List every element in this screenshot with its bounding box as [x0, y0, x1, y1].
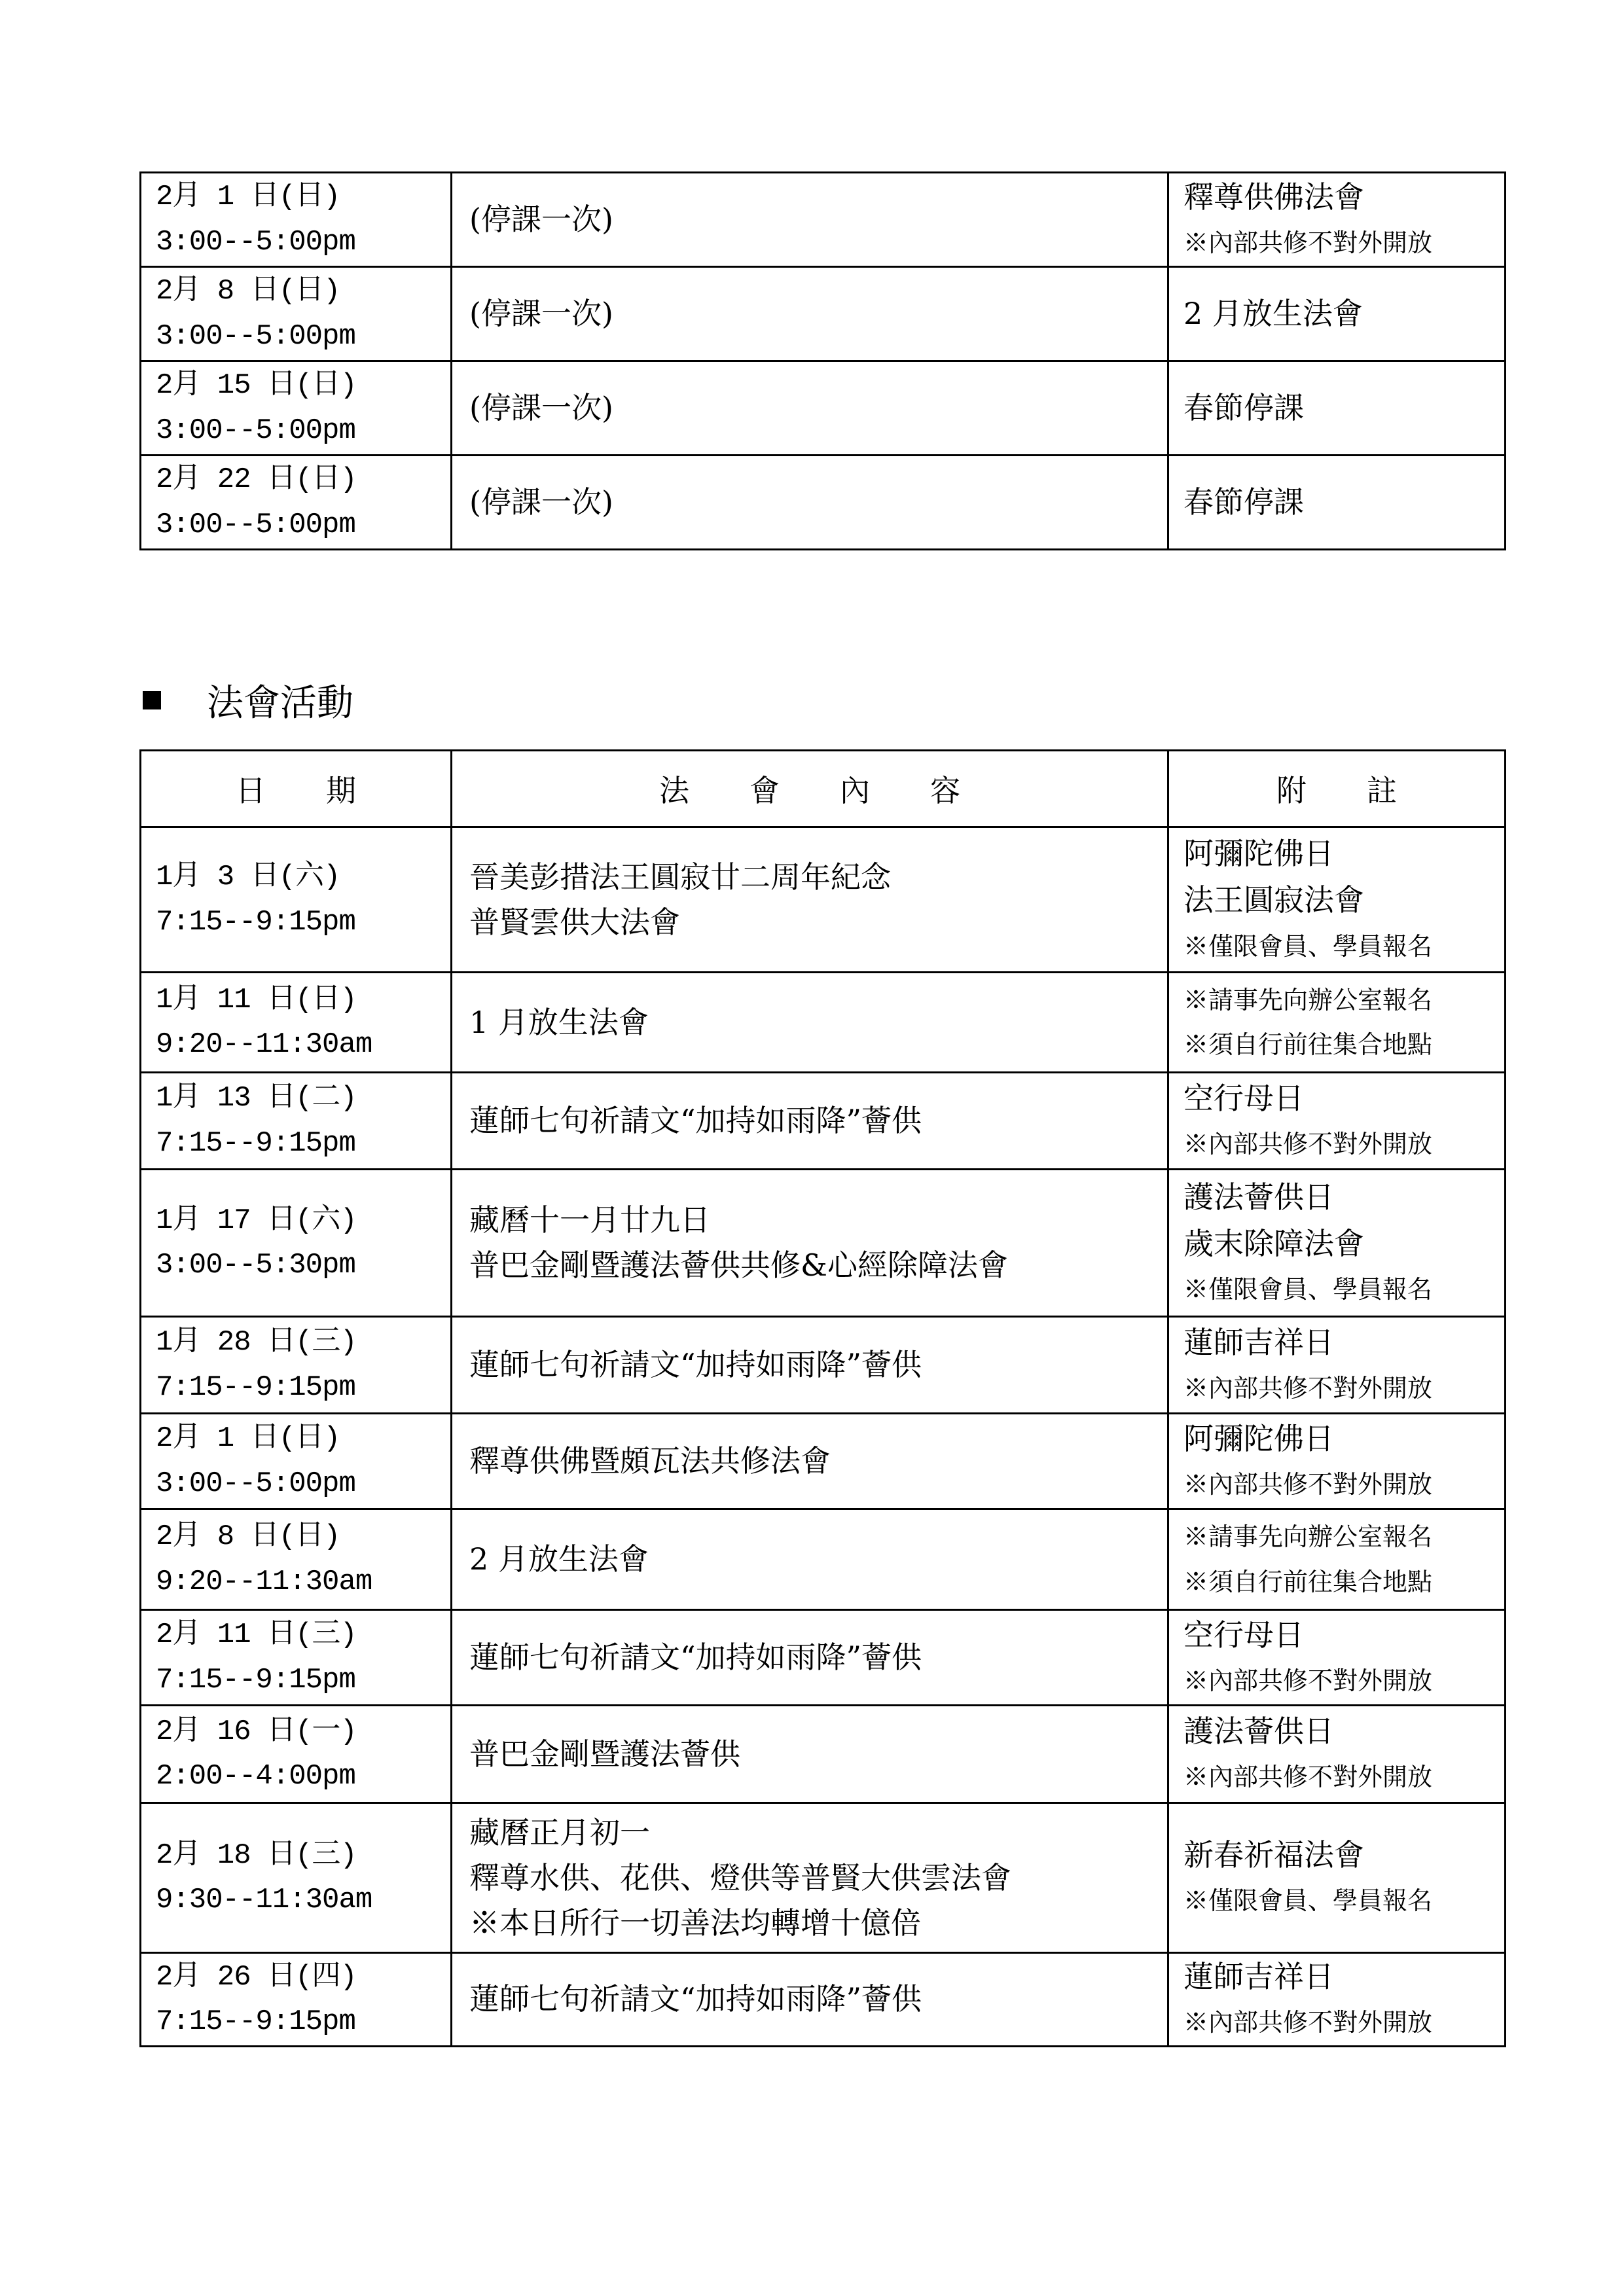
- table-row: [141, 267, 1506, 361]
- time-text: 3:00--5:30pm: [156, 1249, 355, 1282]
- time-text: 7:15--9:15pm: [156, 905, 355, 939]
- content-line: 蓮師七句祈請文“加持如雨降”薈供: [469, 1640, 922, 1675]
- note-cell: [1168, 1803, 1506, 1953]
- time-text: 9:20--11:30am: [156, 1565, 372, 1598]
- date-cell: [141, 1414, 452, 1509]
- date-text: 2月 22 日(日): [156, 463, 357, 497]
- content-cell: [452, 456, 1168, 550]
- note-sub: ※請事先向辦公室報名: [1183, 985, 1433, 1014]
- note-cell: [1168, 1953, 1506, 2047]
- table-row: [141, 1610, 1506, 1706]
- time-text: 3:00--5:00pm: [156, 1467, 355, 1500]
- content-line: 普巴金剛暨護法薈供: [469, 1736, 740, 1772]
- note-cell: [1168, 827, 1506, 973]
- note-cell: [1168, 1414, 1506, 1509]
- date-cell: [141, 1953, 452, 2047]
- table-row: [141, 1414, 1506, 1509]
- classes-table: [139, 171, 1506, 550]
- table-row: [141, 1073, 1506, 1170]
- date-text: 2月 8 日(日): [156, 275, 340, 308]
- time-text: 2:00--4:00pm: [156, 1760, 355, 1793]
- note-main: 蓮師吉祥日: [1183, 1959, 1334, 1994]
- note-main: 護法薈供日: [1183, 1179, 1334, 1215]
- note-main: 春節停課: [1183, 389, 1304, 425]
- date-cell: [141, 1170, 452, 1317]
- note-main: 阿彌陀佛日: [1183, 836, 1334, 871]
- black-square-bullet-icon: [143, 691, 161, 709]
- time-text: 7:15--9:15pm: [156, 1663, 355, 1696]
- time-text: 7:15--9:15pm: [156, 1126, 355, 1160]
- table-row: [141, 1509, 1506, 1610]
- note-sub: ※內部共修不對外開放: [1183, 228, 1433, 257]
- time-text: 3:00--5:00pm: [156, 225, 355, 259]
- date-cell: [141, 1073, 452, 1170]
- header-content: 法 會 內 容: [452, 751, 1168, 827]
- date-text: 2月 11 日(三): [156, 1619, 357, 1652]
- time-text: 7:15--9:15pm: [156, 2005, 355, 2038]
- date-text: 2月 16 日(一): [156, 1715, 357, 1748]
- content-cell: [452, 1414, 1168, 1509]
- date-text: 1月 28 日(三): [156, 1326, 357, 1359]
- note-main: 2 月放生法會: [1183, 295, 1363, 331]
- note-main: 釋尊供佛法會: [1183, 179, 1364, 215]
- date-text: 1月 13 日(二): [156, 1082, 357, 1115]
- content-line: 1 月放生法會: [469, 1004, 649, 1040]
- note-main: 新春祈福法會: [1183, 1837, 1364, 1873]
- content-line: 蓮師七句祈請文“加持如雨降”薈供: [469, 1347, 922, 1382]
- note-sub: ※內部共修不對外開放: [1183, 1373, 1433, 1403]
- table-row: [141, 361, 1506, 456]
- content-cell: [452, 1803, 1168, 1953]
- content-line: 蓮師七句祈請文“加持如雨降”薈供: [469, 1103, 922, 1138]
- note-sub: ※內部共修不對外開放: [1183, 1666, 1433, 1695]
- date-cell: [141, 973, 452, 1073]
- note-main: 春節停課: [1183, 484, 1304, 520]
- table-row: [141, 1803, 1506, 1953]
- note-cell: [1168, 973, 1506, 1073]
- events-table: [139, 749, 1506, 2047]
- date-cell: [141, 1706, 452, 1803]
- content-line: 普賢雲供大法會: [469, 904, 680, 940]
- content-cell: [452, 1073, 1168, 1170]
- date-text: 2月 26 日(四): [156, 1960, 357, 1994]
- note-sub: ※請事先向辦公室報名: [1183, 1522, 1433, 1552]
- date-text: 2月 15 日(日): [156, 369, 357, 403]
- note-cell: [1168, 1610, 1506, 1706]
- date-text: 2月 1 日(日): [156, 1422, 340, 1456]
- date-text: 2月 1 日(日): [156, 181, 340, 214]
- note-main: 空行母日: [1183, 1617, 1304, 1653]
- content-cell: [452, 1953, 1168, 2047]
- time-text: 9:30--11:30am: [156, 1884, 372, 1916]
- content-cell: [452, 1170, 1168, 1317]
- note-cell: [1168, 173, 1506, 267]
- date-text: 1月 3 日(六): [156, 861, 340, 894]
- content-line: 普巴金剛暨護法薈供共修&心經除障法會: [469, 1247, 1008, 1283]
- table-row: [141, 973, 1506, 1073]
- date-cell: [141, 456, 452, 550]
- note-main: 法王圓寂法會: [1183, 882, 1364, 918]
- table-row: [141, 173, 1506, 267]
- content-line: 釋尊供佛暨頗瓦法共修法會: [469, 1443, 831, 1479]
- time-text: 3:00--5:00pm: [156, 414, 355, 447]
- content-text: (停課一次): [469, 484, 613, 520]
- time-text: 7:15--9:15pm: [156, 1371, 355, 1404]
- content-line: 釋尊水供、花供、燈供等普賢大供雲法會: [469, 1859, 1011, 1895]
- date-cell: [141, 1803, 452, 1953]
- content-line: 蓮師七句祈請文“加持如雨降”薈供: [469, 1981, 922, 2017]
- content-cell: [452, 361, 1168, 456]
- date-cell: [141, 1610, 452, 1706]
- note-main: 歲末除障法會: [1183, 1225, 1364, 1261]
- section-title: 法會活動: [207, 682, 353, 725]
- note-main: 蓮師吉祥日: [1183, 1324, 1334, 1360]
- time-text: 3:00--5:00pm: [156, 319, 355, 353]
- header-date: 日 期: [141, 751, 452, 827]
- content-line: 晉美彭措法王圓寂廿二周年紀念: [469, 859, 891, 895]
- content-line: 藏曆十一月廿九日: [469, 1202, 710, 1238]
- date-cell: [141, 1317, 452, 1414]
- note-main: 護法薈供日: [1183, 1713, 1334, 1749]
- date-text: 1月 11 日(日): [156, 983, 357, 1016]
- note-cell: [1168, 1073, 1506, 1170]
- content-cell: [452, 267, 1168, 361]
- content-cell: [452, 973, 1168, 1073]
- date-text: 2月 18 日(三): [156, 1839, 357, 1872]
- note-cell: [1168, 1509, 1506, 1610]
- content-cell: [452, 827, 1168, 973]
- note-sub: ※僅限會員、學員報名: [1183, 931, 1433, 961]
- table-row: [141, 1170, 1506, 1317]
- table-row: [141, 1706, 1506, 1803]
- content-line: 2 月放生法會: [469, 1541, 649, 1577]
- note-main: 空行母日: [1183, 1080, 1304, 1116]
- date-cell: [141, 173, 452, 267]
- date-cell: [141, 827, 452, 973]
- content-cell: [452, 1610, 1168, 1706]
- date-cell: [141, 267, 452, 361]
- note-cell: [1168, 1170, 1506, 1317]
- note-sub: ※須自行前往集合地點: [1183, 1030, 1433, 1059]
- table-row: [141, 1953, 1506, 2047]
- date-cell: [141, 361, 452, 456]
- header-notes: 附 註: [1168, 751, 1506, 827]
- table-header-row: [141, 751, 1506, 827]
- note-cell: [1168, 267, 1506, 361]
- content-text: (停課一次): [469, 296, 613, 331]
- note-sub: ※內部共修不對外開放: [1183, 1763, 1433, 1792]
- table-row: [141, 456, 1506, 550]
- date-cell: [141, 1509, 452, 1610]
- table-row: [141, 827, 1506, 973]
- content-text: (停課一次): [469, 390, 613, 425]
- note-main: 阿彌陀佛日: [1183, 1420, 1334, 1456]
- content-line: ※本日所行一切善法均轉增十億倍: [469, 1905, 921, 1941]
- section-heading: [143, 674, 353, 726]
- note-cell: [1168, 1706, 1506, 1803]
- note-cell: [1168, 1317, 1506, 1414]
- content-text: (停課一次): [469, 202, 613, 237]
- note-sub: ※內部共修不對外開放: [1183, 1129, 1433, 1158]
- date-text: 2月 8 日(日): [156, 1520, 340, 1554]
- note-sub: ※內部共修不對外開放: [1183, 2008, 1433, 2037]
- date-text: 1月 17 日(六): [156, 1204, 357, 1237]
- content-cell: [452, 1509, 1168, 1610]
- table-row: [141, 1317, 1506, 1414]
- content-cell: [452, 173, 1168, 267]
- note-cell: [1168, 361, 1506, 456]
- content-cell: [452, 1317, 1168, 1414]
- time-text: 3:00--5:00pm: [156, 508, 355, 541]
- note-sub: ※僅限會員、學員報名: [1183, 1275, 1433, 1304]
- note-sub: ※僅限會員、學員報名: [1183, 1886, 1433, 1916]
- note-sub: ※須自行前往集合地點: [1183, 1567, 1433, 1596]
- time-text: 9:20--11:30am: [156, 1028, 372, 1061]
- note-sub: ※內部共修不對外開放: [1183, 1469, 1433, 1499]
- content-cell: [452, 1706, 1168, 1803]
- note-cell: [1168, 456, 1506, 550]
- content-line: 藏曆正月初一: [469, 1814, 650, 1850]
